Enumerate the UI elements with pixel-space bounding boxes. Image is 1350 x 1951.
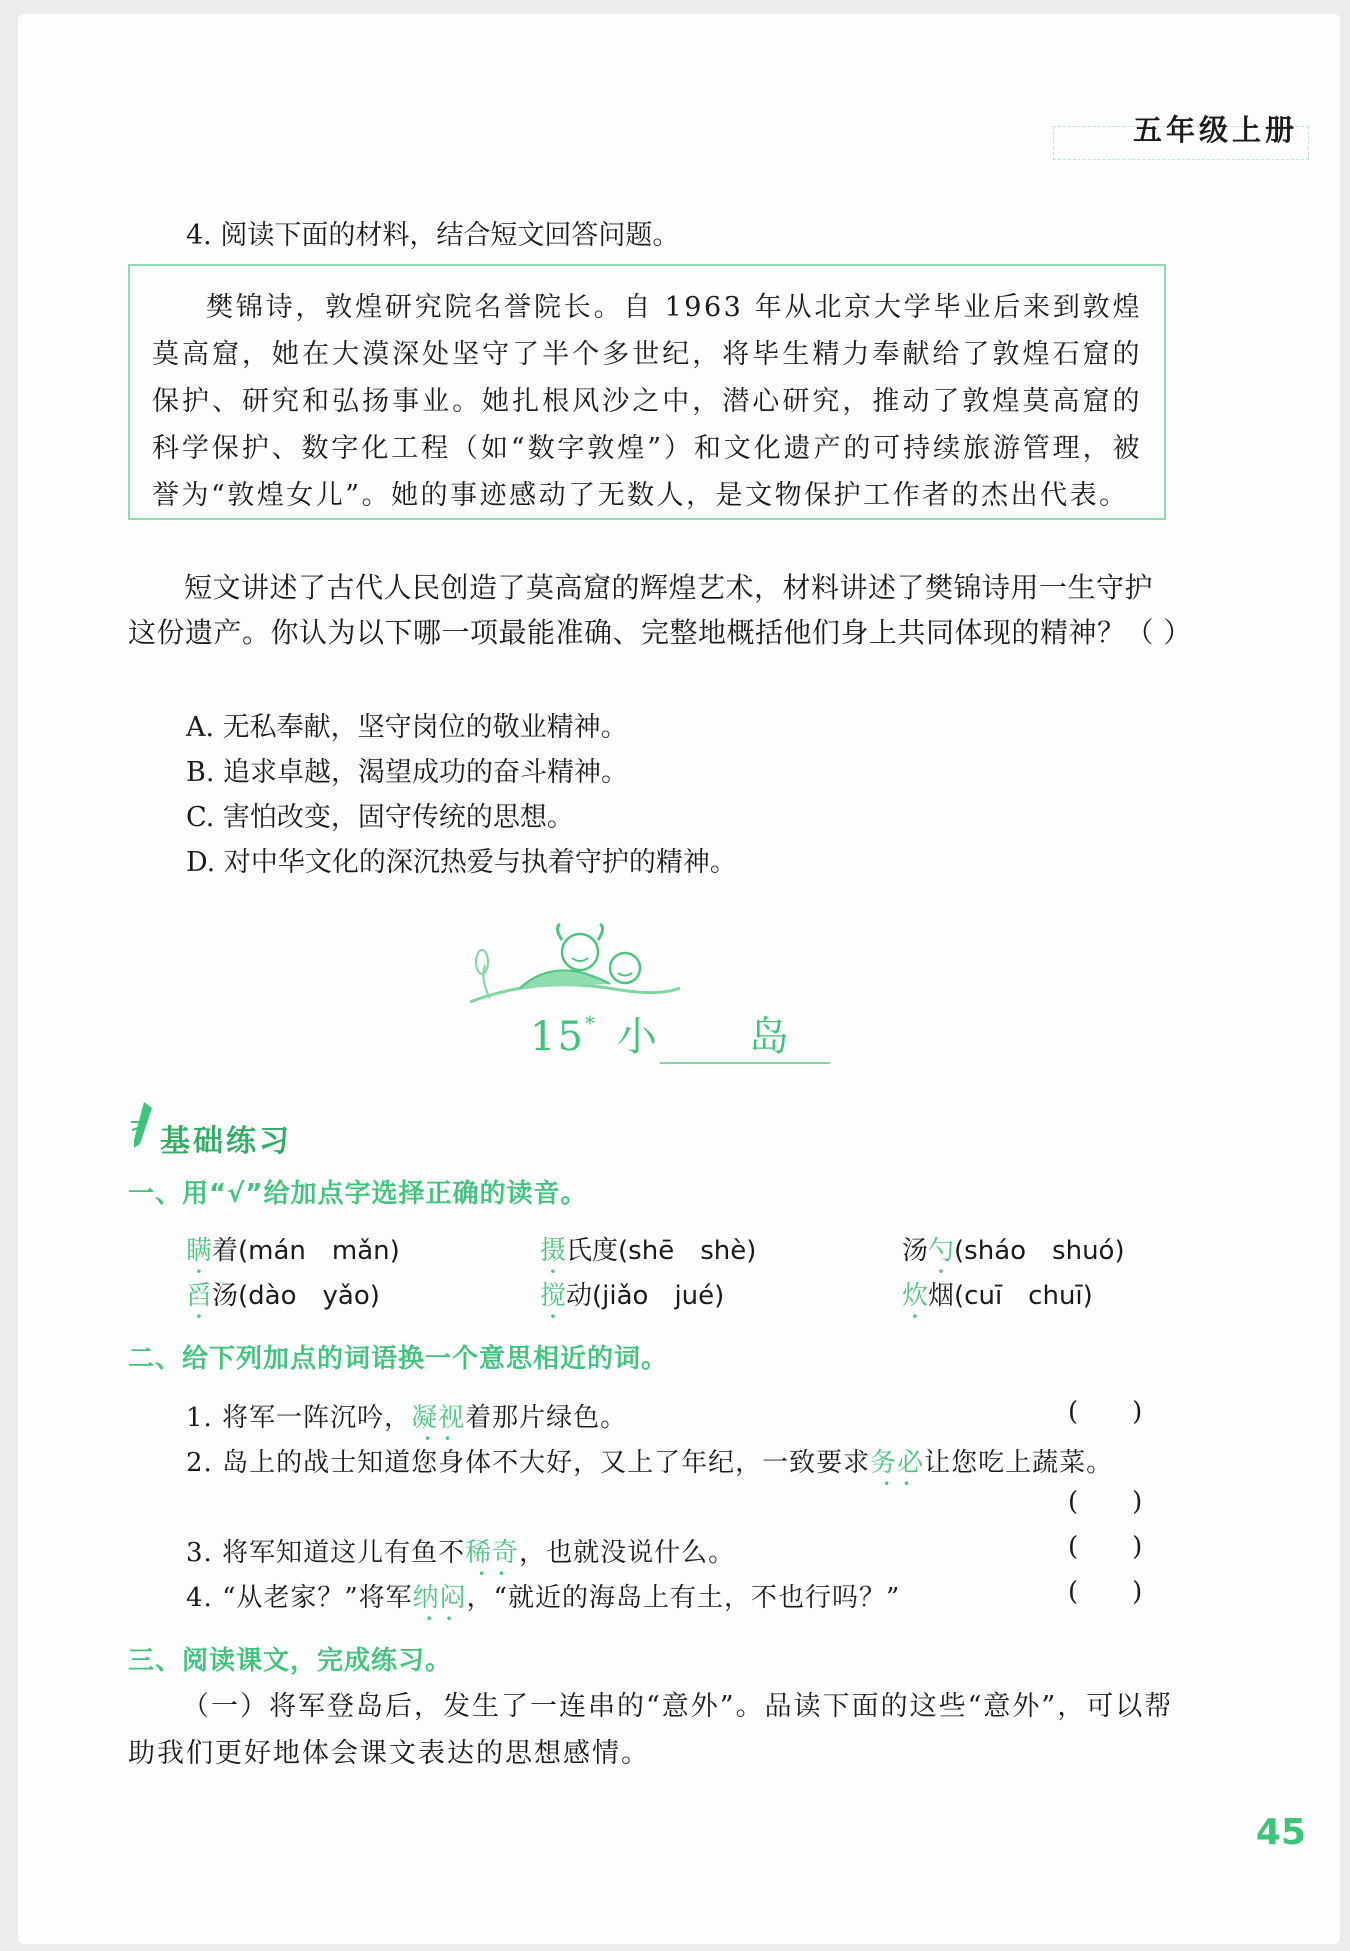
pinyin-item-3[interactable]: 汤勺(sháo shuó) xyxy=(902,1236,1125,1266)
section-tag: 基础练习 xyxy=(160,1124,292,1159)
dotted-word: 纳闷 · · xyxy=(413,1583,467,1613)
option-b[interactable]: B. 追求卓越，渴望成功的奋斗精神。 xyxy=(186,757,629,788)
part-3-heading: 三、阅读课文，完成练习。 xyxy=(128,1646,453,1676)
answer-blank-1[interactable]: () xyxy=(1068,1397,1197,1427)
pinyin-item-4[interactable]: 舀汤(dào yǎo) xyxy=(186,1281,380,1311)
question-4-prompt: 4. 阅读下面的材料，结合短文回答问题。 xyxy=(186,220,680,251)
option-d[interactable]: D. 对中华文化的深沉热爱与执着守护的精神。 xyxy=(186,847,737,878)
dotted-char: 摄 xyxy=(540,1236,567,1266)
option-c[interactable]: C. 害怕改变，固守传统的思想。 xyxy=(186,802,574,833)
lesson-title-char1: 小 xyxy=(616,1014,659,1060)
dotted-char: 瞒 xyxy=(186,1236,213,1266)
dotted-char: 舀 xyxy=(186,1281,213,1311)
answer-blank-4[interactable]: () xyxy=(1068,1577,1197,1607)
exercise-item-4: 4. “从老家？”将军纳闷 · ·，“就近的海岛上有土，不也行吗？” xyxy=(186,1577,900,1614)
lesson-star: * xyxy=(584,1011,597,1035)
material-box xyxy=(128,264,1166,520)
pencil-icon xyxy=(130,1100,158,1150)
pinyin-item-2[interactable]: 摄氏度(shē shè) xyxy=(540,1236,757,1266)
dotted-char: 炊 xyxy=(902,1281,929,1311)
lesson-title xyxy=(530,1005,791,1062)
exercise-item-1: 1. 将军一阵沉吟，凝视 · ·着那片绿色。 xyxy=(186,1397,627,1434)
kids-illustration-icon xyxy=(450,920,690,1010)
question-4-text: 短文讲述了古代人民创造了莫高窟的辉煌艺术，材料讲述了樊锦诗用一生守护这份遗产。你认为以下哪一项最能准确、完整地概括他们身上共同体现的精神？（ ） xyxy=(128,571,1192,649)
exercise-item-2: 2. 岛上的战士知道您身体不大好，又上了年纪，一致要求务必 · ·让您吃上蔬菜。 xyxy=(186,1442,1113,1479)
option-a[interactable]: A. 无私奉献，坚守岗位的敬业精神。 xyxy=(186,712,628,743)
page-number: 45 xyxy=(1255,1812,1306,1853)
pinyin-item-6[interactable]: 炊烟(cuī chuī) xyxy=(902,1281,1093,1311)
material-text: 樊锦诗，敦煌研究院名誉院长。自 1963 年从北京大学毕业后来到敦煌莫高窟，她在大漠深处坚守了半个多世纪，将毕生精力奉献给了敦煌石窟的保护、研究和弘扬事业。她扎根风沙之中，潜心研究，推动了敦煌莫高窟的科学保护、数字化工程（如“数字敦煌”）和文化遗产的可持续旅游管理，被誉为“敦煌女儿”。她的事迹感动了无数人，是文物保护工作者的杰出代表。 xyxy=(152,292,1142,511)
dotted-word: 凝视 · · xyxy=(411,1403,465,1433)
grade-label: 五年级上册 xyxy=(1132,113,1298,147)
pinyin-item-5[interactable]: 搅动(jiǎo jué) xyxy=(540,1281,725,1311)
dotted-word: 稀奇 · · xyxy=(465,1538,519,1568)
lesson-number: 15 xyxy=(530,1014,585,1060)
part-1-heading: 一、用“√”给加点字选择正确的读音。 xyxy=(128,1179,588,1209)
dotted-char: 勺 xyxy=(928,1236,955,1266)
reading-intro: （一）将军登岛后，发生了一连串的“意外”。品读下面的这些“意外”，可以帮助我们更好地体会课文表达的思想感情。 xyxy=(128,1691,1174,1769)
pinyin-item-1[interactable]: 瞒着(mán mǎn) xyxy=(186,1236,400,1266)
dotted-char: 搅 xyxy=(540,1281,567,1311)
exercise-item-3: 3. 将军知道这儿有鱼不稀奇 · ·，也就没说什么。 xyxy=(186,1532,735,1569)
part-2-heading: 二、给下列加点的词语换一个意思相近的词。 xyxy=(128,1344,669,1374)
answer-blank-3[interactable]: () xyxy=(1068,1532,1197,1562)
answer-blank-2[interactable]: () xyxy=(1068,1487,1197,1517)
lesson-title-char2: 岛 xyxy=(748,1014,791,1060)
dotted-word: 务必 · · xyxy=(870,1448,924,1478)
